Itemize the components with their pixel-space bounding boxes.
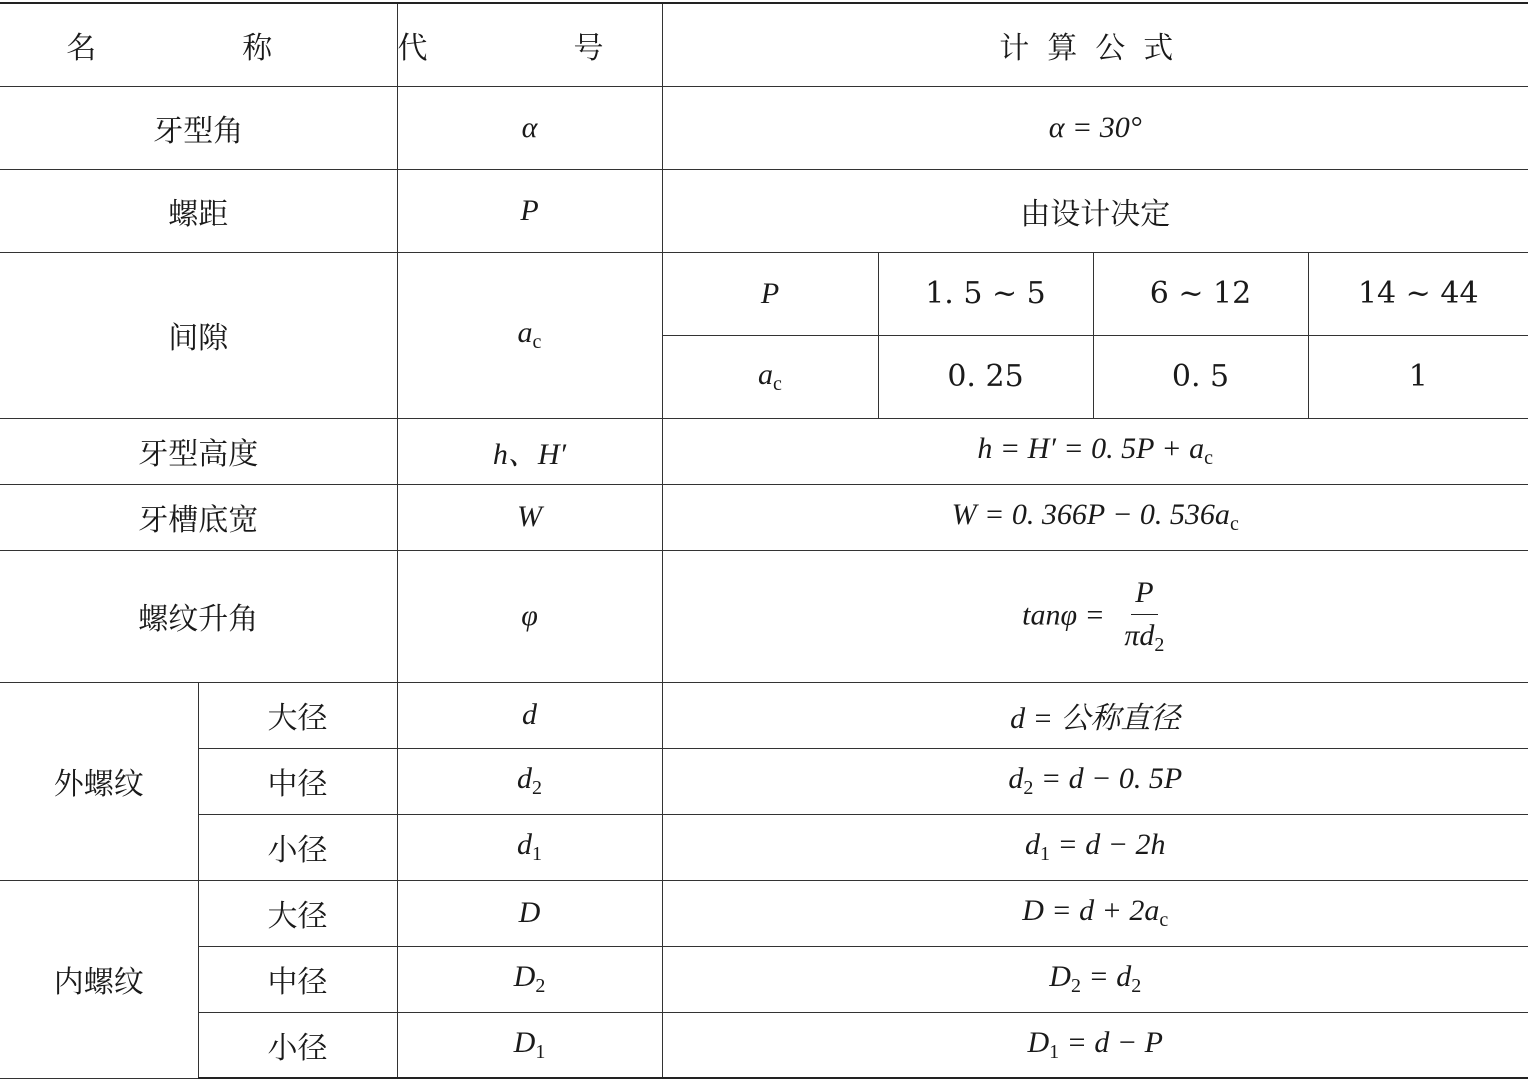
row-formula: h = H′ = 0. $5P + a_c$	[662, 418, 1528, 484]
row-name: 中径	[198, 946, 397, 1012]
row-name: 牙槽底宽	[0, 484, 397, 550]
row-name: 牙型高度	[0, 418, 397, 484]
header-row	[0, 3, 1528, 86]
row-symbol: h、H′	[397, 418, 662, 484]
row-name: 螺纹升角	[0, 550, 397, 682]
subtable-cell: 1. 5 ~ 5	[878, 252, 1093, 335]
row-name: 小径	[198, 814, 397, 880]
row-name: 大径	[198, 682, 397, 748]
row-name: 大径	[198, 880, 397, 946]
table-row	[0, 946, 1528, 1012]
row-symbol: W	[397, 484, 662, 550]
table-row	[0, 814, 1528, 880]
subtable-cell: 0. 25	[878, 335, 1093, 418]
row-symbol: φ	[397, 550, 662, 682]
row-formula: tanφ = $\frac{P}{\pi d_2}$	[662, 550, 1528, 682]
group-label-internal: 内螺纹	[0, 880, 198, 1078]
subtable-header-p: P	[662, 252, 878, 335]
header-symbol: 代 号	[397, 3, 662, 86]
row-symbol: $D_2$	[397, 946, 662, 1012]
row-formula: W = 0. 366P − 0. $536a_c$	[662, 484, 1528, 550]
row-name: 间隙	[0, 252, 397, 418]
row-formula: $D_2 = d_2$	[662, 946, 1528, 1012]
row-symbol: $D_1$	[397, 1012, 662, 1078]
thread-formula-table	[0, 2, 1528, 1079]
table-row	[0, 748, 1528, 814]
row-formula: $D = d + 2a_c$	[662, 880, 1528, 946]
table-row	[0, 682, 1528, 748]
table-row	[0, 550, 1528, 682]
fraction: $\frac{P}{\pi d_2}$	[1124, 575, 1165, 656]
row-symbol: d	[397, 682, 662, 748]
subtable-cell: 14 ~ 44	[1308, 252, 1528, 335]
group-label-external: 外螺纹	[0, 682, 198, 880]
row-symbol: α	[397, 86, 662, 169]
table-row	[0, 418, 1528, 484]
header-formula: 计算公式	[662, 3, 1528, 86]
subtable-header-ac: $a_c$	[662, 335, 878, 418]
row-symbol: $d_1$	[397, 814, 662, 880]
row-formula: $d_2 = d - 0$. 5P	[662, 748, 1528, 814]
table-row	[0, 252, 1528, 335]
row-symbol: $a_c$	[397, 252, 662, 418]
subtable-cell: 1	[1308, 335, 1528, 418]
table-row	[0, 86, 1528, 169]
row-name: 小径	[198, 1012, 397, 1078]
row-name: 中径	[198, 748, 397, 814]
row-formula: $d_1 = d - 2h$	[662, 814, 1528, 880]
row-symbol: D	[397, 880, 662, 946]
table-row	[0, 880, 1528, 946]
subtable-cell: 6 ~ 12	[1093, 252, 1308, 335]
row-formula: d = 公称直径	[662, 682, 1528, 748]
row-symbol: $d_2$	[397, 748, 662, 814]
header-name: 名 称	[0, 3, 397, 86]
table-row	[0, 484, 1528, 550]
row-formula: 由设计决定	[662, 169, 1528, 252]
row-formula: $D_1 = d - P$	[662, 1012, 1528, 1078]
row-symbol: P	[397, 169, 662, 252]
table-row	[0, 169, 1528, 252]
subtable-cell: 0. 5	[1093, 335, 1308, 418]
row-name: 牙型角	[0, 86, 397, 169]
row-formula: α = 30°	[662, 86, 1528, 169]
row-name: 螺距	[0, 169, 397, 252]
table-row	[0, 1012, 1528, 1078]
